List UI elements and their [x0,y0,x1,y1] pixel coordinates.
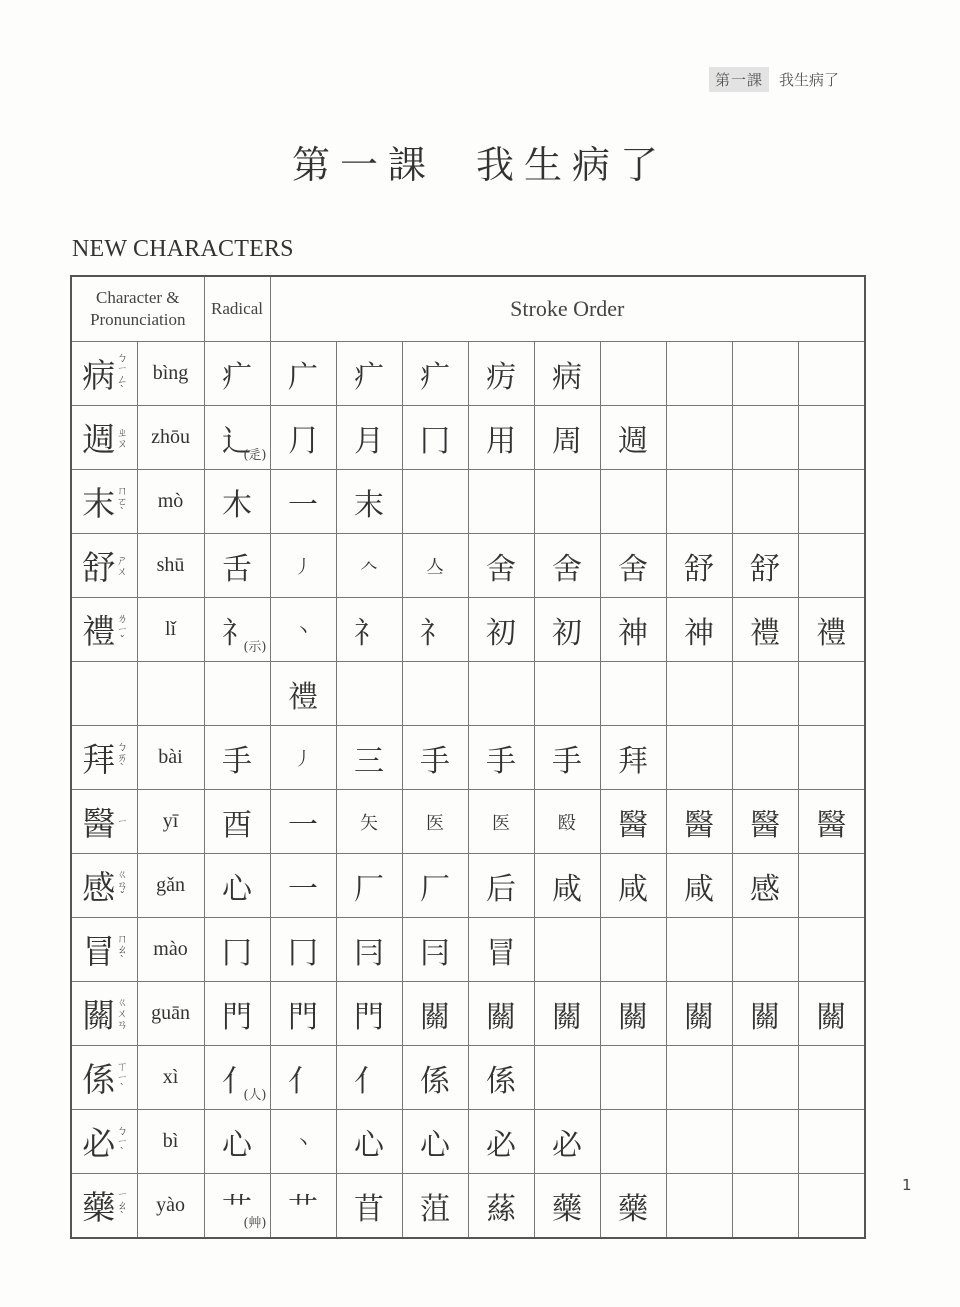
stroke-step: 醫 [666,790,732,854]
table-row [71,982,865,1046]
stroke-step: 手 [402,726,468,790]
stroke-step [402,662,468,726]
stroke-step [666,1110,732,1174]
stroke-step: 一 [270,470,336,534]
stroke-step: 厂 [336,854,402,918]
stroke-step: ⺆ [270,406,336,470]
zhuyin: ㄍㄢˇ [116,868,128,903]
stroke-step: 蕬 [468,1174,534,1239]
radical: 木 [222,487,253,523]
stroke-step: 醫 [798,790,865,854]
stroke-step: 一 [270,854,336,918]
character-cell [71,470,137,534]
stroke-step [666,342,732,406]
running-head [709,66,839,92]
stroke-step: 禮 [732,598,798,662]
stroke-step: 广 [270,342,336,406]
stroke-step: 亻 [270,1046,336,1110]
zhuyin: ㄌㄧˇ [116,612,128,647]
stroke-step: 咸 [666,854,732,918]
radical-cell [204,726,270,790]
stroke-step [798,342,865,406]
stroke-step: 必 [468,1110,534,1174]
table-row [71,662,865,726]
stroke-step [732,1174,798,1239]
stroke-step: 厂 [402,854,468,918]
character-cell [71,790,137,854]
pinyin: yào [137,1174,204,1239]
table-row [71,598,865,662]
radical-note: (艸) [243,1216,267,1231]
radical: 心 [222,1127,253,1163]
stroke-step: 拜 [600,726,666,790]
radical-cell [204,662,270,726]
stroke-step: 咸 [534,854,600,918]
table-row [71,470,865,534]
stroke-step [798,1110,865,1174]
stroke-step [534,470,600,534]
title-name: 我生病了 [476,143,669,187]
header-radical: Radical [204,276,270,342]
stroke-step: 門 [270,982,336,1046]
pinyin: zhōu [137,406,204,470]
stroke-step: 必 [534,1110,600,1174]
stroke-step: 神 [666,598,732,662]
stroke-step [666,406,732,470]
character-cell [71,1046,137,1110]
stroke-step: 菹 [402,1174,468,1239]
zhuyin: ㄇㄛˋ [116,484,128,519]
stroke-step [666,918,732,982]
table-header-row [71,276,865,342]
stroke-step [798,534,865,598]
stroke-step: 冃 [402,918,468,982]
stroke-step: 神 [600,598,666,662]
pinyin: xì [137,1046,204,1110]
stroke-step: 關 [402,982,468,1046]
stroke-step: 係 [468,1046,534,1110]
stroke-step: 手 [468,726,534,790]
stroke-step: 心 [336,1110,402,1174]
stroke-step: 矢 [336,790,402,854]
stroke-step: 舒 [732,534,798,598]
radical-cell [204,1110,270,1174]
stroke-step [798,470,865,534]
stroke-step: 冒 [468,918,534,982]
character-cell [71,726,137,790]
character-cell [71,598,137,662]
stroke-step: 𠆢 [336,534,402,598]
pinyin: bì [137,1110,204,1174]
radical-cell [204,534,270,598]
stroke-step: 疒 [336,342,402,406]
stroke-step: 冂 [270,918,336,982]
stroke-step [600,1110,666,1174]
stroke-step [798,918,865,982]
stroke-step [732,1110,798,1174]
stroke-step [732,470,798,534]
page-number: 1 [902,1176,912,1194]
stroke-step: 冃 [336,918,402,982]
stroke-step: 關 [468,982,534,1046]
title-lesson: 第一課 [291,143,436,187]
radical-cell [204,982,270,1046]
stroke-step: 亻 [336,1046,402,1110]
stroke-step [402,470,468,534]
stroke-step [732,342,798,406]
zhuyin: ㄧㄠˋ [116,1188,128,1223]
stroke-step: 后 [468,854,534,918]
stroke-step: 丿 [270,534,336,598]
table-row [71,854,865,918]
stroke-step: 病 [534,342,600,406]
radical: 舌 [222,551,253,587]
stroke-step: 丶 [270,1110,336,1174]
table-row [71,342,865,406]
stroke-step: 疠 [468,342,534,406]
stroke-step [534,1046,600,1110]
pinyin: mò [137,470,204,534]
stroke-step [666,726,732,790]
radical: 冂 [222,935,253,971]
pinyin: bài [137,726,204,790]
stroke-step: 丿 [270,726,336,790]
header-character-pronunciation: Character & Pronunciation [71,276,204,342]
radical: 酉 [222,807,253,843]
radical: 辶 [222,423,253,459]
stroke-step [798,726,865,790]
stroke-step: 医 [468,790,534,854]
stroke-step: 舍 [600,534,666,598]
character: 係 [82,1060,116,1099]
stroke-step: 關 [732,982,798,1046]
character: 舒 [82,548,116,587]
zhuyin: ㄅㄧˋ [116,1124,128,1159]
radical-note: (人) [243,1088,267,1103]
stroke-step: 礻 [402,598,468,662]
stroke-step [600,470,666,534]
stroke-step: 月 [336,406,402,470]
stroke-step [798,406,865,470]
character-cell [71,918,137,982]
radical-cell [204,598,270,662]
stroke-step [534,662,600,726]
stroke-step: 關 [534,982,600,1046]
stroke-step: 礻 [336,598,402,662]
character: 關 [82,996,116,1035]
radical-cell [204,406,270,470]
character-cell [71,406,137,470]
pinyin: gǎn [137,854,204,918]
pinyin: shū [137,534,204,598]
radical-cell [204,854,270,918]
character-cell [71,982,137,1046]
character: 病 [82,356,116,395]
stroke-step: 禮 [270,662,336,726]
stroke-step: 門 [336,982,402,1046]
stroke-step: 舒 [666,534,732,598]
stroke-step [600,342,666,406]
stroke-step [798,854,865,918]
stroke-step [798,662,865,726]
table-row [71,1046,865,1110]
stroke-step: 殹 [534,790,600,854]
zhuyin: ㄇㄠˋ [116,932,128,967]
stroke-step: 關 [600,982,666,1046]
stroke-step: 初 [468,598,534,662]
running-head-lesson-name: 我生病了 [779,70,840,89]
radical-note: (辵) [243,448,267,463]
stroke-step [600,1046,666,1110]
stroke-step: 關 [666,982,732,1046]
stroke-step [468,662,534,726]
stroke-step [732,918,798,982]
stroke-step: 用 [468,406,534,470]
running-head-lesson-tag: 第一課 [709,67,769,92]
stroke-step: 週 [600,406,666,470]
radical: 疒 [222,359,253,395]
radical-cell [204,470,270,534]
stroke-step: 感 [732,854,798,918]
character: 禮 [82,612,116,651]
radical: 礻 [222,615,253,651]
character-cell [71,1110,137,1174]
stroke-step: 咸 [600,854,666,918]
zhuyin: ㄓㄡ [116,425,128,450]
radical-cell [204,342,270,406]
header-stroke-order: Stroke Order [270,276,865,342]
stroke-step [666,1174,732,1239]
table-row [71,726,865,790]
table-row [71,1110,865,1174]
radical-cell [204,1046,270,1110]
radical: 手 [222,743,253,779]
pinyin: yī [137,790,204,854]
table-row [71,406,865,470]
table-row [71,918,865,982]
radical-note: (示) [243,640,267,655]
stroke-step: 藥 [600,1174,666,1239]
stroke-step: 一 [270,790,336,854]
table-row [71,790,865,854]
character: 冒 [82,932,116,971]
character-cell [71,342,137,406]
character: 末 [82,484,116,523]
stroke-step: 末 [336,470,402,534]
stroke-step: 藥 [534,1174,600,1239]
pinyin: mào [137,918,204,982]
zhuyin: ㄕㄨ [116,553,128,578]
stroke-step: 亼 [402,534,468,598]
pinyin: guān [137,982,204,1046]
radical: 亻 [222,1063,253,1099]
character: 藥 [82,1188,116,1227]
pinyin [137,662,204,726]
character: 拜 [82,740,116,779]
zhuyin: ㄧ [116,815,128,828]
table-row [71,534,865,598]
stroke-step [534,918,600,982]
pinyin: lǐ [137,598,204,662]
radical-cell [204,1174,270,1239]
radical: 門 [222,999,253,1035]
zhuyin: ㄅㄞˋ [116,740,128,775]
stroke-step: 艹 [270,1174,336,1239]
stroke-step: 三 [336,726,402,790]
zhuyin: ㄅㄧㄥˋ [116,350,128,397]
stroke-step: 苜 [336,1174,402,1239]
stroke-step [732,1046,798,1110]
stroke-step: 係 [402,1046,468,1110]
character: 週 [82,420,116,459]
stroke-step [336,662,402,726]
stroke-step: 醫 [600,790,666,854]
character-cell [71,534,137,598]
stroke-step [468,470,534,534]
new-characters-table [70,275,866,1239]
radical-cell [204,918,270,982]
stroke-step [732,726,798,790]
stroke-step: 疒 [402,342,468,406]
character: 必 [82,1124,116,1163]
stroke-step [666,470,732,534]
character-cell [71,662,137,726]
zhuyin: ㄍㄨㄢ [116,996,128,1031]
section-heading: NEW CHARACTERS [72,236,294,262]
stroke-step [798,1046,865,1110]
character: 醫 [82,804,116,843]
stroke-step: 冂 [402,406,468,470]
stroke-step: 關 [798,982,865,1046]
stroke-step: 初 [534,598,600,662]
stroke-step: 禮 [798,598,865,662]
stroke-step [798,1174,865,1239]
stroke-step [600,918,666,982]
page-title [0,134,960,189]
character-cell [71,1174,137,1239]
radical: 艹 [222,1191,253,1227]
stroke-step [666,1046,732,1110]
stroke-step: 舍 [468,534,534,598]
stroke-step [666,662,732,726]
radical-cell [204,790,270,854]
stroke-step [732,662,798,726]
stroke-step [600,662,666,726]
table-row [71,1174,865,1239]
pinyin: bìng [137,342,204,406]
stroke-step: 手 [534,726,600,790]
radical: 心 [222,871,253,907]
stroke-step: 醫 [732,790,798,854]
stroke-step: 周 [534,406,600,470]
stroke-step: 丶 [270,598,336,662]
zhuyin: ㄒㄧˋ [116,1060,128,1095]
stroke-step: 医 [402,790,468,854]
character-cell [71,854,137,918]
character: 感 [82,868,116,907]
stroke-step [732,406,798,470]
stroke-step: 舍 [534,534,600,598]
stroke-step: 心 [402,1110,468,1174]
